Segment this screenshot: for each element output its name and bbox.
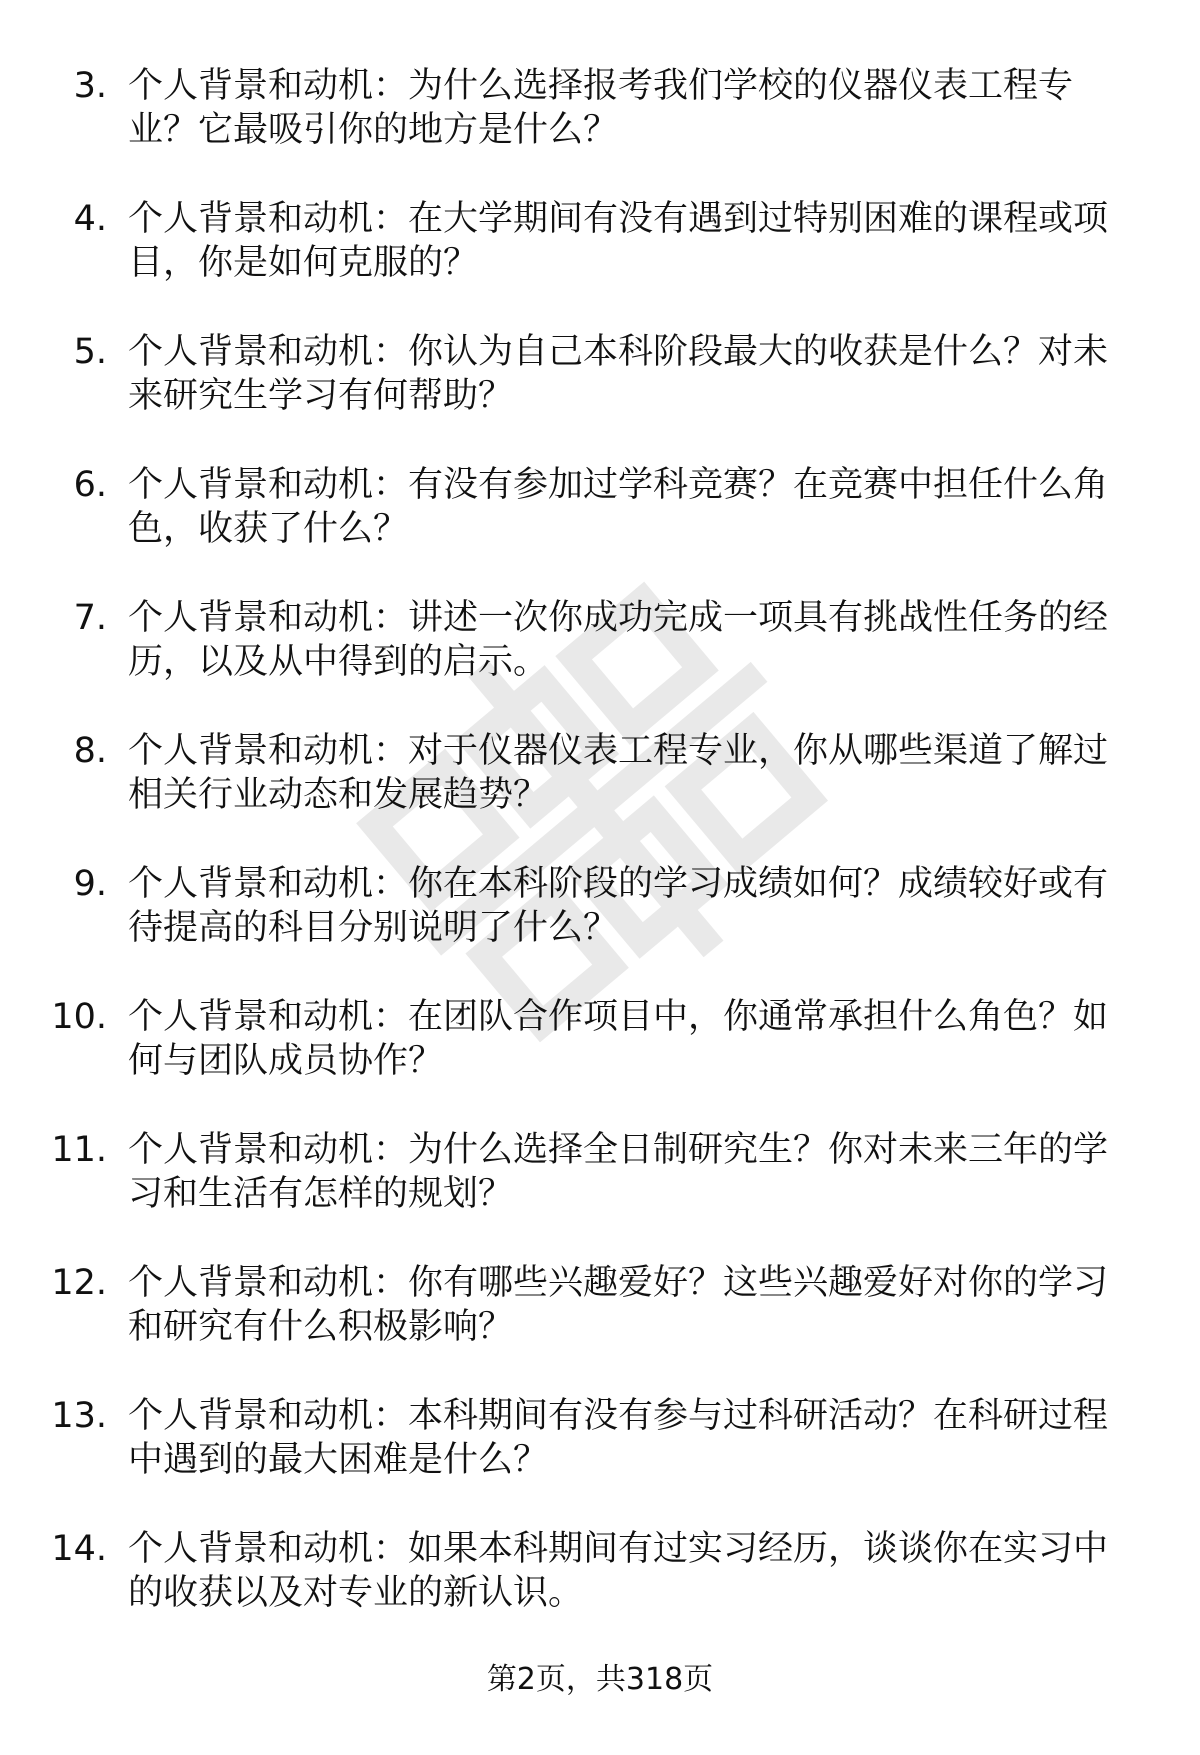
question-number: 13.	[51, 1396, 107, 1436]
question-text: 个人背景和动机：为什么选择报考我们学校的仪器仪表工程专业？它最吸引你的地方是什么？	[128, 66, 1074, 150]
question-item	[0, 189, 1200, 322]
question-number: 3.	[73, 66, 107, 106]
question-item	[0, 322, 1200, 455]
question-number: 6.	[73, 465, 107, 505]
question-text: 个人背景和动机：你有哪些兴趣爱好？这些兴趣爱好对你的学习和研究有什么积极影响？	[128, 1263, 1109, 1347]
question-item	[0, 1120, 1200, 1253]
question-number: 8.	[73, 731, 107, 771]
question-text: 个人背景和动机：在大学期间有没有遇到过特别困难的课程或项目，你是如何克服的？	[128, 199, 1109, 283]
question-number: 10.	[51, 997, 107, 1037]
question-item	[0, 721, 1200, 854]
question-number: 12.	[51, 1263, 107, 1303]
question-text: 个人背景和动机：如果本科期间有过实习经历，谈谈你在实习中的收获以及对专业的新认识。	[128, 1529, 1109, 1613]
question-number: 11.	[51, 1130, 107, 1170]
question-number: 14.	[51, 1529, 107, 1569]
question-text: 个人背景和动机：讲述一次你成功完成一项具有挑战性任务的经历，以及从中得到的启示。	[128, 598, 1109, 682]
question-text: 个人背景和动机：你在本科阶段的学习成绩如何？成绩较好或有待提高的科目分别说明了什么？	[128, 864, 1109, 948]
question-number: 7.	[73, 598, 107, 638]
question-text: 个人背景和动机：对于仪器仪表工程专业，你从哪些渠道了解过相关行业动态和发展趋势？	[128, 731, 1109, 815]
question-text: 个人背景和动机：本科期间有没有参与过科研活动？在科研过程中遇到的最大困难是什么？	[128, 1396, 1109, 1480]
question-item	[0, 56, 1200, 189]
question-item	[0, 1386, 1200, 1519]
question-item	[0, 854, 1200, 987]
question-number: 5.	[73, 332, 107, 372]
question-number: 4.	[73, 199, 107, 239]
question-item	[0, 1519, 1200, 1652]
question-item	[0, 987, 1200, 1120]
question-text: 个人背景和动机：为什么选择全日制研究生？你对未来三年的学习和生活有怎样的规划？	[128, 1130, 1109, 1214]
question-item	[0, 588, 1200, 721]
question-text: 个人背景和动机：在团队合作项目中，你通常承担什么角色？如何与团队成员协作？	[128, 997, 1109, 1081]
question-text: 个人背景和动机：你认为自己本科阶段最大的收获是什么？对未来研究生学习有何帮助？	[128, 332, 1109, 416]
question-list	[0, 56, 1200, 1652]
question-number: 9.	[73, 864, 107, 904]
page-footer: 第2页，共318页	[486, 1662, 714, 1697]
question-text: 个人背景和动机：有没有参加过学科竞赛？在竞赛中担任什么角色，收获了什么？	[128, 465, 1109, 549]
question-item	[0, 455, 1200, 588]
question-item	[0, 1253, 1200, 1386]
